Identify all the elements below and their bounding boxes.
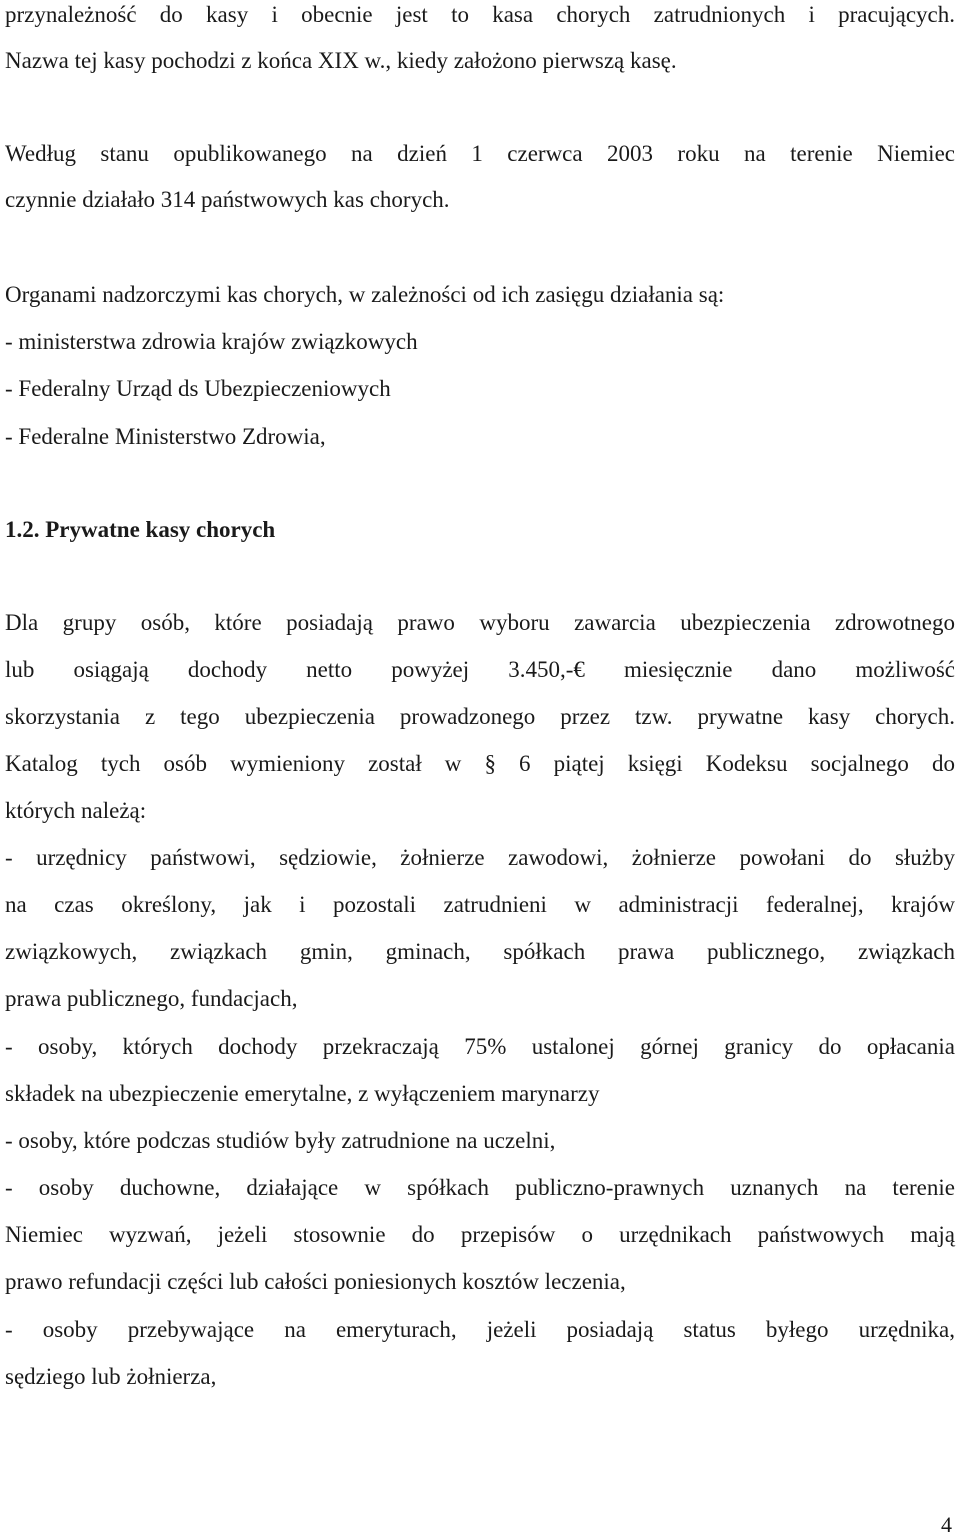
list-item: - osoby duchowne, działające w spółkach publiczno-prawnych uznanych na terenie bbox=[5, 1175, 955, 1200]
text-line: prawo refundacji części lub całości poniesionych kosztów leczenia, bbox=[5, 1269, 626, 1294]
text-line: Katalog tych osób wymieniony został w § 6 piątej księgi Kodeksu socjalnego do bbox=[5, 751, 955, 776]
section-heading: 1.2. Prywatne kasy chorych bbox=[5, 517, 276, 542]
text-line: lub osiągają dochody netto powyżej 3.450,-€ miesięcznie dano możliwość bbox=[5, 657, 955, 682]
text-line: skorzystania z tego ubezpieczenia prowadzonego przez tzw. prywatne kasy chorych. bbox=[5, 704, 955, 729]
text-line: Organami nadzorczymi kas chorych, w zależności od ich zasięgu działania są: bbox=[5, 282, 725, 307]
list-item: - osoby przebywające na emeryturach, jeżeli posiadają status byłego urzędnika, bbox=[5, 1317, 955, 1342]
list-item: - Federalny Urząd ds Ubezpieczeniowych bbox=[5, 376, 391, 401]
text-line: prawa publicznego, fundacjach, bbox=[5, 986, 298, 1011]
text-line: na czas określony, jak i pozostali zatrudnieni w administracji federalnej, krajów bbox=[5, 892, 955, 917]
list-item: - Federalne Ministerstwo Zdrowia, bbox=[5, 424, 326, 449]
text-line: związkowych, związkach gmin, gminach, spółkach prawa publicznego, związkach bbox=[5, 939, 955, 964]
text-line: Niemiec wyzwań, jeżeli stosownie do przepisów o urzędnikach państwowych mają bbox=[5, 1222, 955, 1247]
list-item: - osoby, których dochody przekraczają 75% ustalonej górnej granicy do opłacania bbox=[5, 1034, 955, 1059]
text-line: Nazwa tej kasy pochodzi z końca XIX w., kiedy założono pierwszą kasę. bbox=[5, 48, 677, 73]
page-number: 4 bbox=[941, 1512, 952, 1537]
text-line: przynależność do kasy i obecnie jest to kasa chorych zatrudnionych i pracujących. bbox=[5, 2, 955, 27]
text-line: których należą: bbox=[5, 798, 147, 823]
text-line: czynnie działało 314 państwowych kas chorych. bbox=[5, 187, 450, 212]
list-item: - osoby, które podczas studiów były zatrudnione na uczelni, bbox=[5, 1128, 556, 1153]
text-line: sędziego lub żołnierza, bbox=[5, 1364, 217, 1389]
list-item: - ministerstwa zdrowia krajów związkowych bbox=[5, 329, 418, 354]
list-item: - urzędnicy państwowi, sędziowie, żołnierze zawodowi, żołnierze powołani do służby bbox=[5, 845, 955, 870]
text-line: składek na ubezpieczenie emerytalne, z wyłączeniem marynarzy bbox=[5, 1081, 600, 1106]
text-line: Dla grupy osób, które posiadają prawo wyboru zawarcia ubezpieczenia zdrowotnego bbox=[5, 610, 955, 635]
text-line: Według stanu opublikowanego na dzień 1 czerwca 2003 roku na terenie Niemiec bbox=[5, 141, 955, 166]
